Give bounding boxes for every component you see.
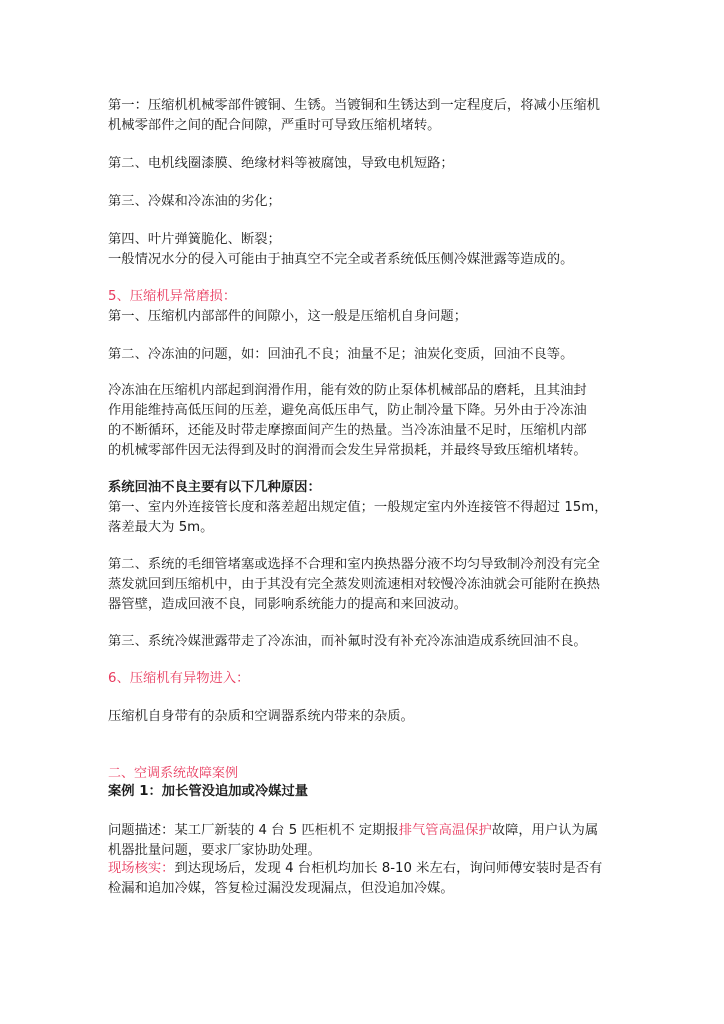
paragraph-line: 第一、压缩机内部部件的间隙小，这一般是压缩机自身问题；: [108, 309, 468, 324]
section-heading-5: 5、压缩机异常磨损：: [108, 289, 237, 304]
case-title: 案例 1：加长管没追加或冷媒过量: [108, 784, 309, 799]
problem-description-line: [108, 821, 618, 841]
fault-highlight: 排气管高温保护: [398, 823, 492, 838]
site-verification-text: 到达现场后，发现 4 台柜机均加长 8-10 米左右，询问师傅安装时是否有: [174, 861, 603, 876]
paragraph-line: 第一、室内外连接管长度和落差超出规定值；一般规定室内外连接管不得超过 15m，: [108, 500, 608, 515]
paragraph-line: 压缩机自身带有的杂质和空调器系统内带来的杂质。: [108, 709, 414, 724]
paragraph-line: 作用能维持高低压间的压差，避免高低压串气，防止制冷量下降。另外由于冷冻油: [108, 403, 587, 418]
paragraph-line: 机器批量问题，要求厂家协助处理。: [108, 843, 321, 858]
bold-heading: 系统回油不良主要有以下几种原因：: [108, 480, 321, 495]
paragraph-line: 一般情况水分的侵入可能由于抽真空不完全或者系统低压侧冷媒泄露等造成的。: [108, 252, 574, 267]
section-heading-6: 6、压缩机有异物进入：: [108, 671, 250, 686]
paragraph-line: 第三、冷媒和冷冻油的劣化；: [108, 194, 281, 209]
site-verification-line: [108, 859, 618, 879]
paragraph-line: 蒸发就回到压缩机中，由于其没有完全蒸发则流速相对较慢冷冻油就会可能附在换热: [108, 577, 600, 592]
paragraph-line: 检漏和追加冷媒，答复检过漏没发现漏点，但没追加冷媒。: [108, 881, 454, 896]
paragraph-line: 冷冻油在压缩机内部起到润滑作用，能有效的防止泵体机械部品的磨耗，且其油封: [108, 383, 587, 398]
paragraph-line: 第二、电机线圈漆膜、绝缘材料等被腐蚀，导致电机短路；: [108, 156, 454, 171]
paragraph-line: 器管壁，造成回液不良，同影响系统能力的提高和来回波动。: [108, 597, 468, 612]
paragraph-line: 的不断循环，还能及时带走摩擦面间产生的热量。当冷冻油量不足时，压缩机内部: [108, 423, 587, 438]
paragraph-line: 的机械零部件因无法得到及时的润滑而会发生异常损耗，并最终导致压缩机堵转。: [108, 443, 587, 458]
problem-text-a: 问题描述：某工厂新装的 4 台 5 匹柜机不 定期报: [108, 823, 399, 838]
paragraph-line: 第三、系统冷媒泄露带走了冷冻油，而补氟时没有补充冷冻油造成系统回油不良。: [108, 634, 587, 649]
paragraph-line: 第二、冷冻油的问题，如：回油孔不良；油量不足；油炭化变质，回油不良等。: [108, 347, 574, 362]
paragraph-line: 机械零部件之间的配合间隙，严重时可导致压缩机堵转。: [108, 118, 441, 133]
paragraph-line: 第四、叶片弹簧脆化、断裂；: [108, 232, 281, 247]
site-verification-label: 现场核实：: [108, 861, 175, 876]
paragraph-line: 第一：压缩机机械零部件镀铜、生锈。当镀铜和生锈达到一定程度后，将减小压缩机: [108, 98, 600, 113]
chapter-heading: 二、空调系统故障案例: [108, 766, 239, 781]
problem-text-c: 故障，用户认为属: [491, 823, 599, 838]
paragraph-line: 第二、系统的毛细管堵塞或选择不合理和室内换热器分液不均匀导致制冷剂没有完全: [108, 557, 600, 572]
paragraph-line: 落差最大为 5m。: [108, 520, 214, 535]
